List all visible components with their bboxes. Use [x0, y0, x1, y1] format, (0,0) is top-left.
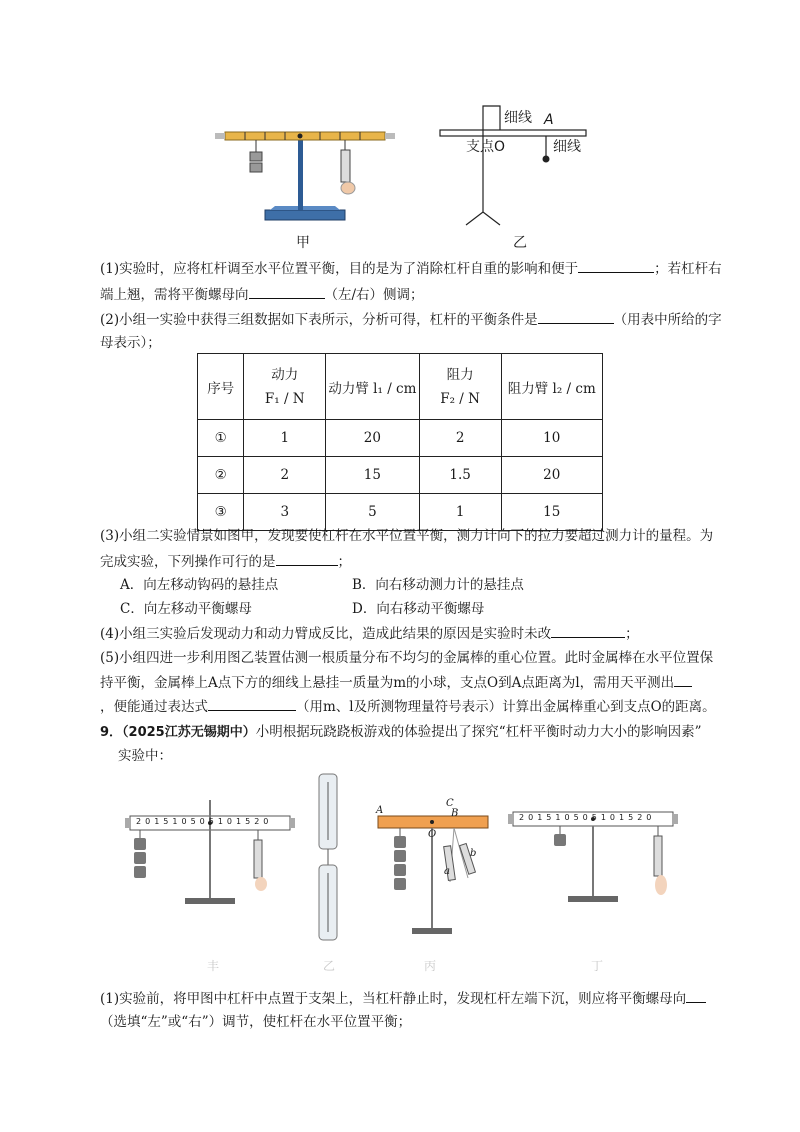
table-cell: 20	[501, 457, 602, 494]
table-cell: 15	[501, 494, 602, 531]
option-d[interactable]: D．向右移动平衡螺母	[352, 601, 485, 617]
label-point-a: A	[544, 112, 554, 128]
ruler-scale-ding: 201510505101520	[519, 813, 656, 822]
option-c[interactable]: C．向左移动平衡螺母	[120, 601, 252, 617]
q8-part5-line3: ，便能通过表达式 （用m、l及所测物理量符号表示）计算出金属棒重心到支点O的距离。	[100, 696, 716, 717]
label-fine-line-top: 细线	[504, 110, 532, 126]
caption-q9-bing: 丙	[424, 959, 437, 973]
answer-blank[interactable]	[208, 696, 296, 711]
q9-part1-line2: （选填“左”或“右”）调节，使杠杆在水平位置平衡；	[100, 1014, 412, 1030]
label-fine-line-right: 细线	[553, 139, 581, 155]
table-cell: 1	[244, 420, 326, 457]
caption-q9-yi: 乙	[323, 959, 336, 973]
q8-part2-line1: (2)小组一实验中获得三组数据如下表所示，分析可得，杠杆的平衡条件是 （用表中所给的字	[100, 309, 722, 330]
q8-part5-line1: (5)小组四进一步利用图乙装置估测一根质量分布不均匀的金属棒的重心位置。此时金属棒在水平位置保	[100, 650, 714, 666]
table-header-cell: 动力臂 l₁ / cm	[326, 354, 420, 420]
q8-part4-line: (4)小组三实验后发现动力和动力臂成反比，造成此结果的原因是实验时未改 ；	[100, 623, 639, 644]
q8-part2-line2: 母表示）；	[100, 335, 161, 351]
table-cell: ①	[198, 420, 244, 457]
table-cell: ③	[198, 494, 244, 531]
table-header-row	[198, 354, 603, 420]
table-cell: 2	[419, 420, 501, 457]
table-cell: 20	[326, 420, 420, 457]
table-header-cell: 阻力 F₂ / N	[419, 354, 501, 420]
ruler-scale-jia: 201510505101520	[136, 817, 273, 826]
figure-q9-bing-lever	[372, 800, 492, 940]
table-cell: 10	[501, 420, 602, 457]
q9-part1-line1: (1)实验前，将甲图中杠杆中点置于支架上，当杠杆静止时，发现杠杆左端下沉，则应将平衡螺母向	[100, 988, 706, 1009]
answer-blank[interactable]	[249, 284, 325, 299]
option-b[interactable]: B．向右移动测力计的悬挂点	[352, 577, 524, 593]
table-row	[198, 420, 603, 457]
table-header-cell: 动力 F₁ / N	[244, 354, 326, 420]
table-cell: 1	[419, 494, 501, 531]
answer-blank[interactable]	[578, 258, 654, 273]
q8-part5-line2: 持平衡，金属棒上A点下方的细线上悬挂一质量为m的小球，支点O到A点距离为l，需用天平测出	[100, 672, 692, 693]
answer-blank[interactable]	[276, 551, 338, 566]
table-header-cell: 阻力臂 l₂ / cm	[501, 354, 602, 420]
q8-part3-line1: (3)小组二实验情景如图甲，发现要使杠杆在水平位置平衡，测力计向下的拉力要超过测力计的量程。为	[100, 528, 714, 544]
table-row	[198, 494, 603, 531]
answer-blank[interactable]	[686, 988, 706, 1003]
figure-q9-yi-spring-scales	[315, 770, 341, 945]
label-b-upper: B	[451, 808, 459, 819]
table-cell: 5	[326, 494, 420, 531]
table-row	[198, 457, 603, 494]
caption-q9-ding: 丁	[591, 959, 604, 973]
q8-part1-line2: 端上翘，需将平衡螺母向 （左/右）侧调；	[100, 284, 424, 305]
label-a-lower: a	[444, 866, 450, 877]
q9-stem-line2: 实验中：	[118, 748, 172, 764]
caption-q9-jia: 丰	[207, 959, 220, 973]
caption-yi: 乙	[513, 235, 527, 251]
q8-part1-line1: (1)实验时，应将杠杆调至水平位置平衡，目的是为了消除杠杆自重的影响和便于 ；若杠杆右	[100, 258, 722, 279]
table-header-cell: 序号	[198, 354, 244, 420]
figure-jia-lever-stand	[210, 110, 400, 225]
answer-blank[interactable]	[674, 672, 692, 687]
answer-blank[interactable]	[551, 623, 625, 638]
label-c-upper: C	[446, 798, 454, 809]
label-fulcrum: 支点O	[466, 139, 506, 155]
answer-blank[interactable]	[538, 309, 614, 324]
caption-jia: 甲	[296, 235, 310, 251]
table-cell: ②	[198, 457, 244, 494]
q9-stem-line1: 9．（2025江苏无锡期中）小明根据玩跷跷板游戏的体验提出了探究“杠杆平衡时动力大小的影响因素”	[100, 724, 702, 740]
data-table	[197, 353, 603, 531]
label-o: O	[428, 829, 437, 840]
option-a[interactable]: A．向左移动钩码的悬挂点	[120, 577, 279, 593]
q8-part3-line2: 完成实验，下列操作可行的是 ；	[100, 551, 351, 572]
table-cell: 15	[326, 457, 420, 494]
table-cell: 1.5	[419, 457, 501, 494]
label-b-lower: b	[470, 848, 477, 859]
table-cell: 2	[244, 457, 326, 494]
label-a-upper: A	[376, 805, 384, 816]
table-cell: 3	[244, 494, 326, 531]
